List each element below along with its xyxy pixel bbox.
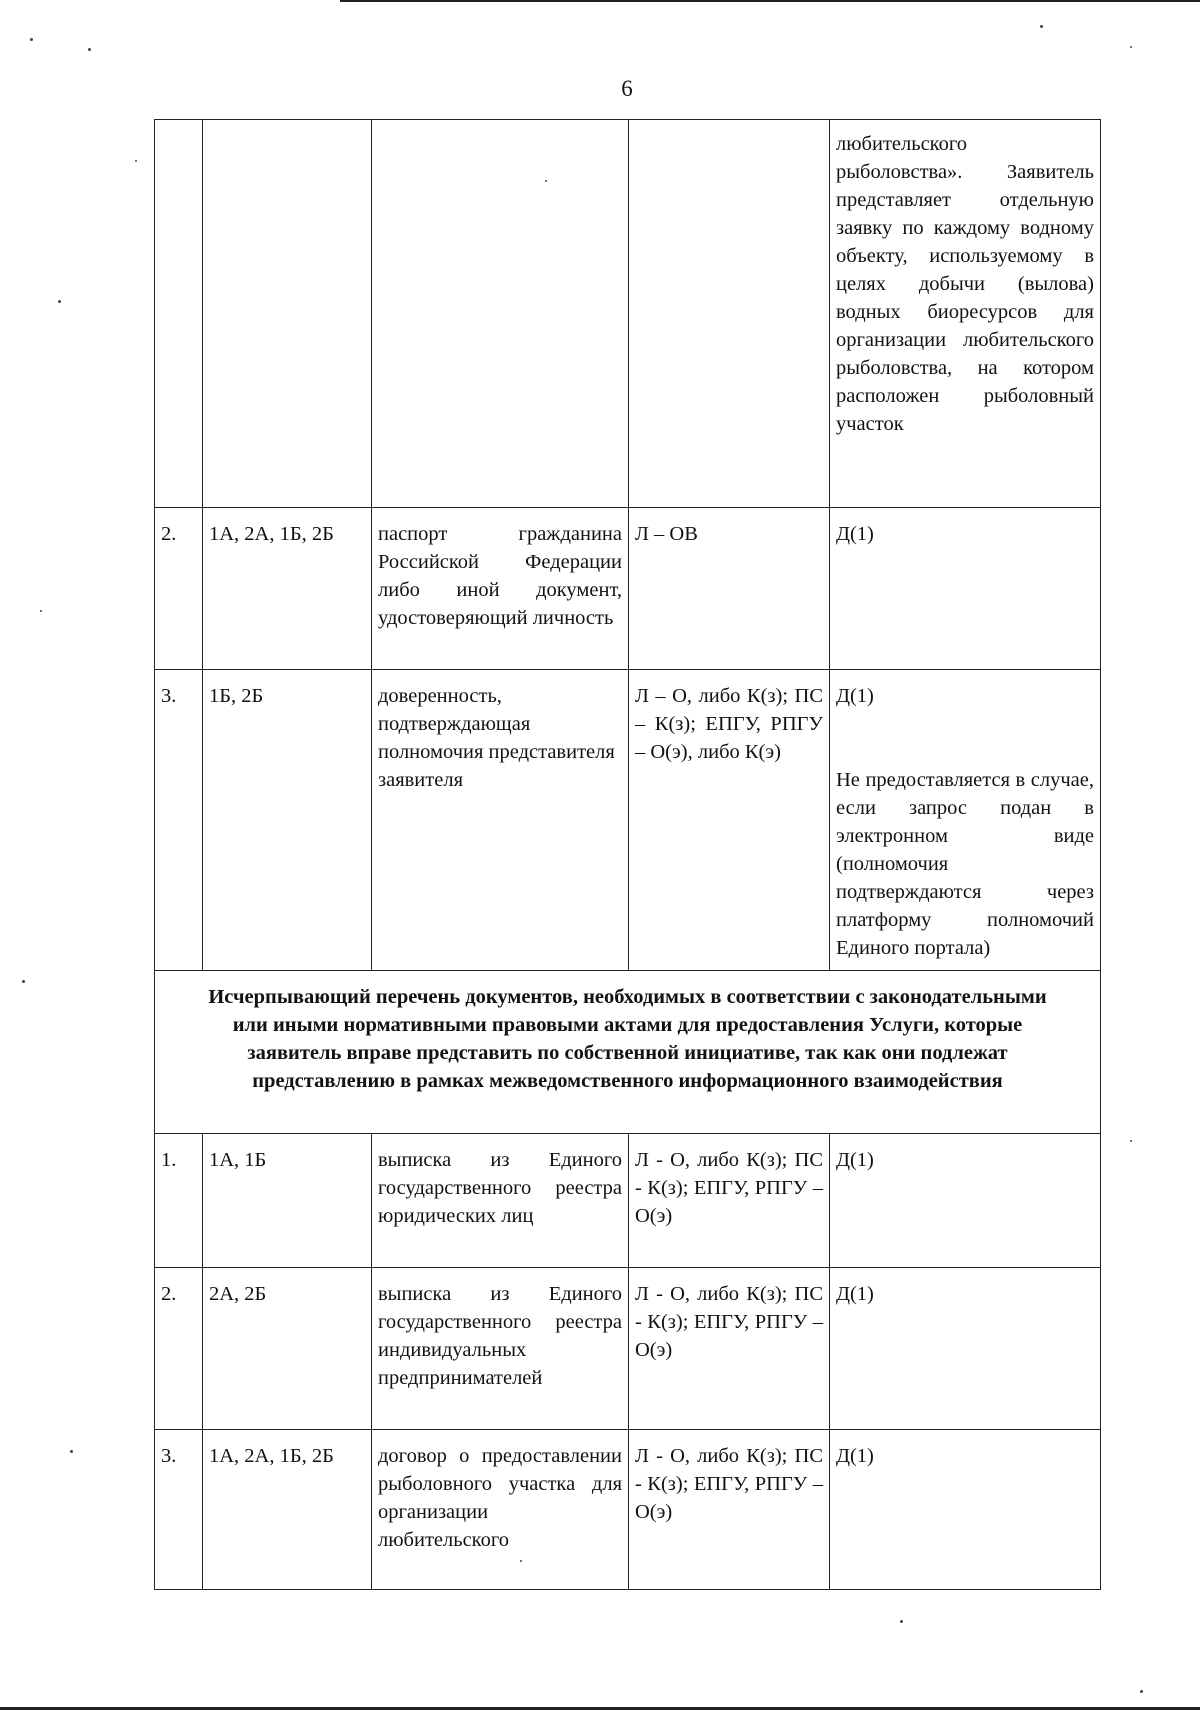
scan-speck: [900, 1620, 903, 1623]
cell-document: паспорт гражданина Российской Федерации либо иной документ, удостоверяющий личность: [372, 508, 629, 670]
cell-document: выписка из Единого государственного реестра индивидуальных предпринимателей: [372, 1268, 629, 1430]
scan-speck: [1130, 1140, 1132, 1142]
cell-categories: 1А, 1Б: [203, 1134, 372, 1268]
scan-speck: [70, 1450, 73, 1453]
scan-speck: [58, 300, 61, 303]
cell-num: [155, 120, 203, 508]
scan-speck: [88, 48, 91, 51]
table-row: [155, 508, 1101, 670]
cell-submission: Л - О, либо К(з); ПС - К(з); ЕПГУ, РПГУ – О(э): [629, 1134, 830, 1268]
page-number: 6: [621, 76, 633, 101]
cell-submission: Л - О, либо К(з); ПС - К(з); ЕПГУ, РПГУ – О(э): [629, 1430, 830, 1590]
scan-speck: [30, 38, 33, 41]
cell-categories: 1А, 2А, 1Б, 2Б: [203, 508, 372, 670]
cell-num: 2.: [155, 1268, 203, 1430]
scan-edge-top: [340, 0, 1200, 2]
note-extra: Не предоставляется в случае, если запрос подан в электронном виде (полномочия подтверждаются через платформу полномочий Единого портала): [836, 769, 1094, 959]
cell-note: Д(1): [830, 1268, 1101, 1430]
table-row-continued: [155, 120, 1101, 508]
scan-speck: [520, 1560, 522, 1562]
cell-note: Д(1): [830, 1430, 1101, 1590]
cell-document: доверенность, подтверждающая полномочия представителя заявителя: [372, 670, 629, 971]
cell-categories: [203, 120, 372, 508]
cell-submission: Л – ОВ: [629, 508, 830, 670]
cell-num: 3.: [155, 670, 203, 971]
table-row: [155, 1268, 1101, 1430]
documents-table: [154, 119, 1101, 1590]
section-heading-row: [155, 971, 1101, 1134]
cell-num: 1.: [155, 1134, 203, 1268]
cell-document: договор о предоставлении рыболовного участка для организации любительского: [372, 1430, 629, 1590]
cell-note: [830, 508, 1101, 670]
note-code: Д(1): [836, 523, 874, 545]
scan-speck: [22, 980, 25, 983]
cell-categories: 2А, 2Б: [203, 1268, 372, 1430]
scan-speck: [40, 610, 42, 612]
cell-submission: Л - О, либо К(з); ПС - К(з); ЕПГУ, РПГУ – О(э): [629, 1268, 830, 1430]
cell-submission: Л – О, либо К(з); ПС – К(з); ЕПГУ, РПГУ – О(э), либо К(э): [629, 670, 830, 971]
table-row: [155, 1134, 1101, 1268]
cell-note: [830, 670, 1101, 971]
cell-num: 3.: [155, 1430, 203, 1590]
section-heading: Исчерпывающий перечень документов, необходимых в соответствии с законодательными или иными нормативными правовыми актами для предоставления Услуги, которые заявитель вправе представить по собственной инициативе, так как они подлежат представлению в рамках межведомственного информационного взаимодействия: [155, 971, 1101, 1134]
cell-note: Д(1): [830, 1134, 1101, 1268]
cell-document: [372, 120, 629, 508]
scan-speck: [545, 180, 547, 182]
cell-categories: 1А, 2А, 1Б, 2Б: [203, 1430, 372, 1590]
cell-num: 2.: [155, 508, 203, 670]
scan-speck: [1140, 1690, 1143, 1693]
cell-submission: [629, 120, 830, 508]
cell-categories: 1Б, 2Б: [203, 670, 372, 971]
table-row: [155, 1430, 1101, 1590]
table-row: [155, 670, 1101, 971]
scan-speck: [1040, 25, 1043, 28]
scan-speck: [135, 160, 137, 162]
scan-edge-bottom: [0, 1707, 1200, 1710]
cell-note: любительского рыболовства». Заявитель представляет отдельную заявку по каждому водному объекту, используемому в целях добычи (вылова) водных биоресурсов для организации любительского рыболовства, на котором расположен рыболовный участок: [830, 120, 1101, 508]
cell-document: выписка из Единого государственного реестра юридических лиц: [372, 1134, 629, 1268]
scan-speck: [1130, 46, 1132, 48]
note-code: Д(1): [836, 685, 874, 707]
